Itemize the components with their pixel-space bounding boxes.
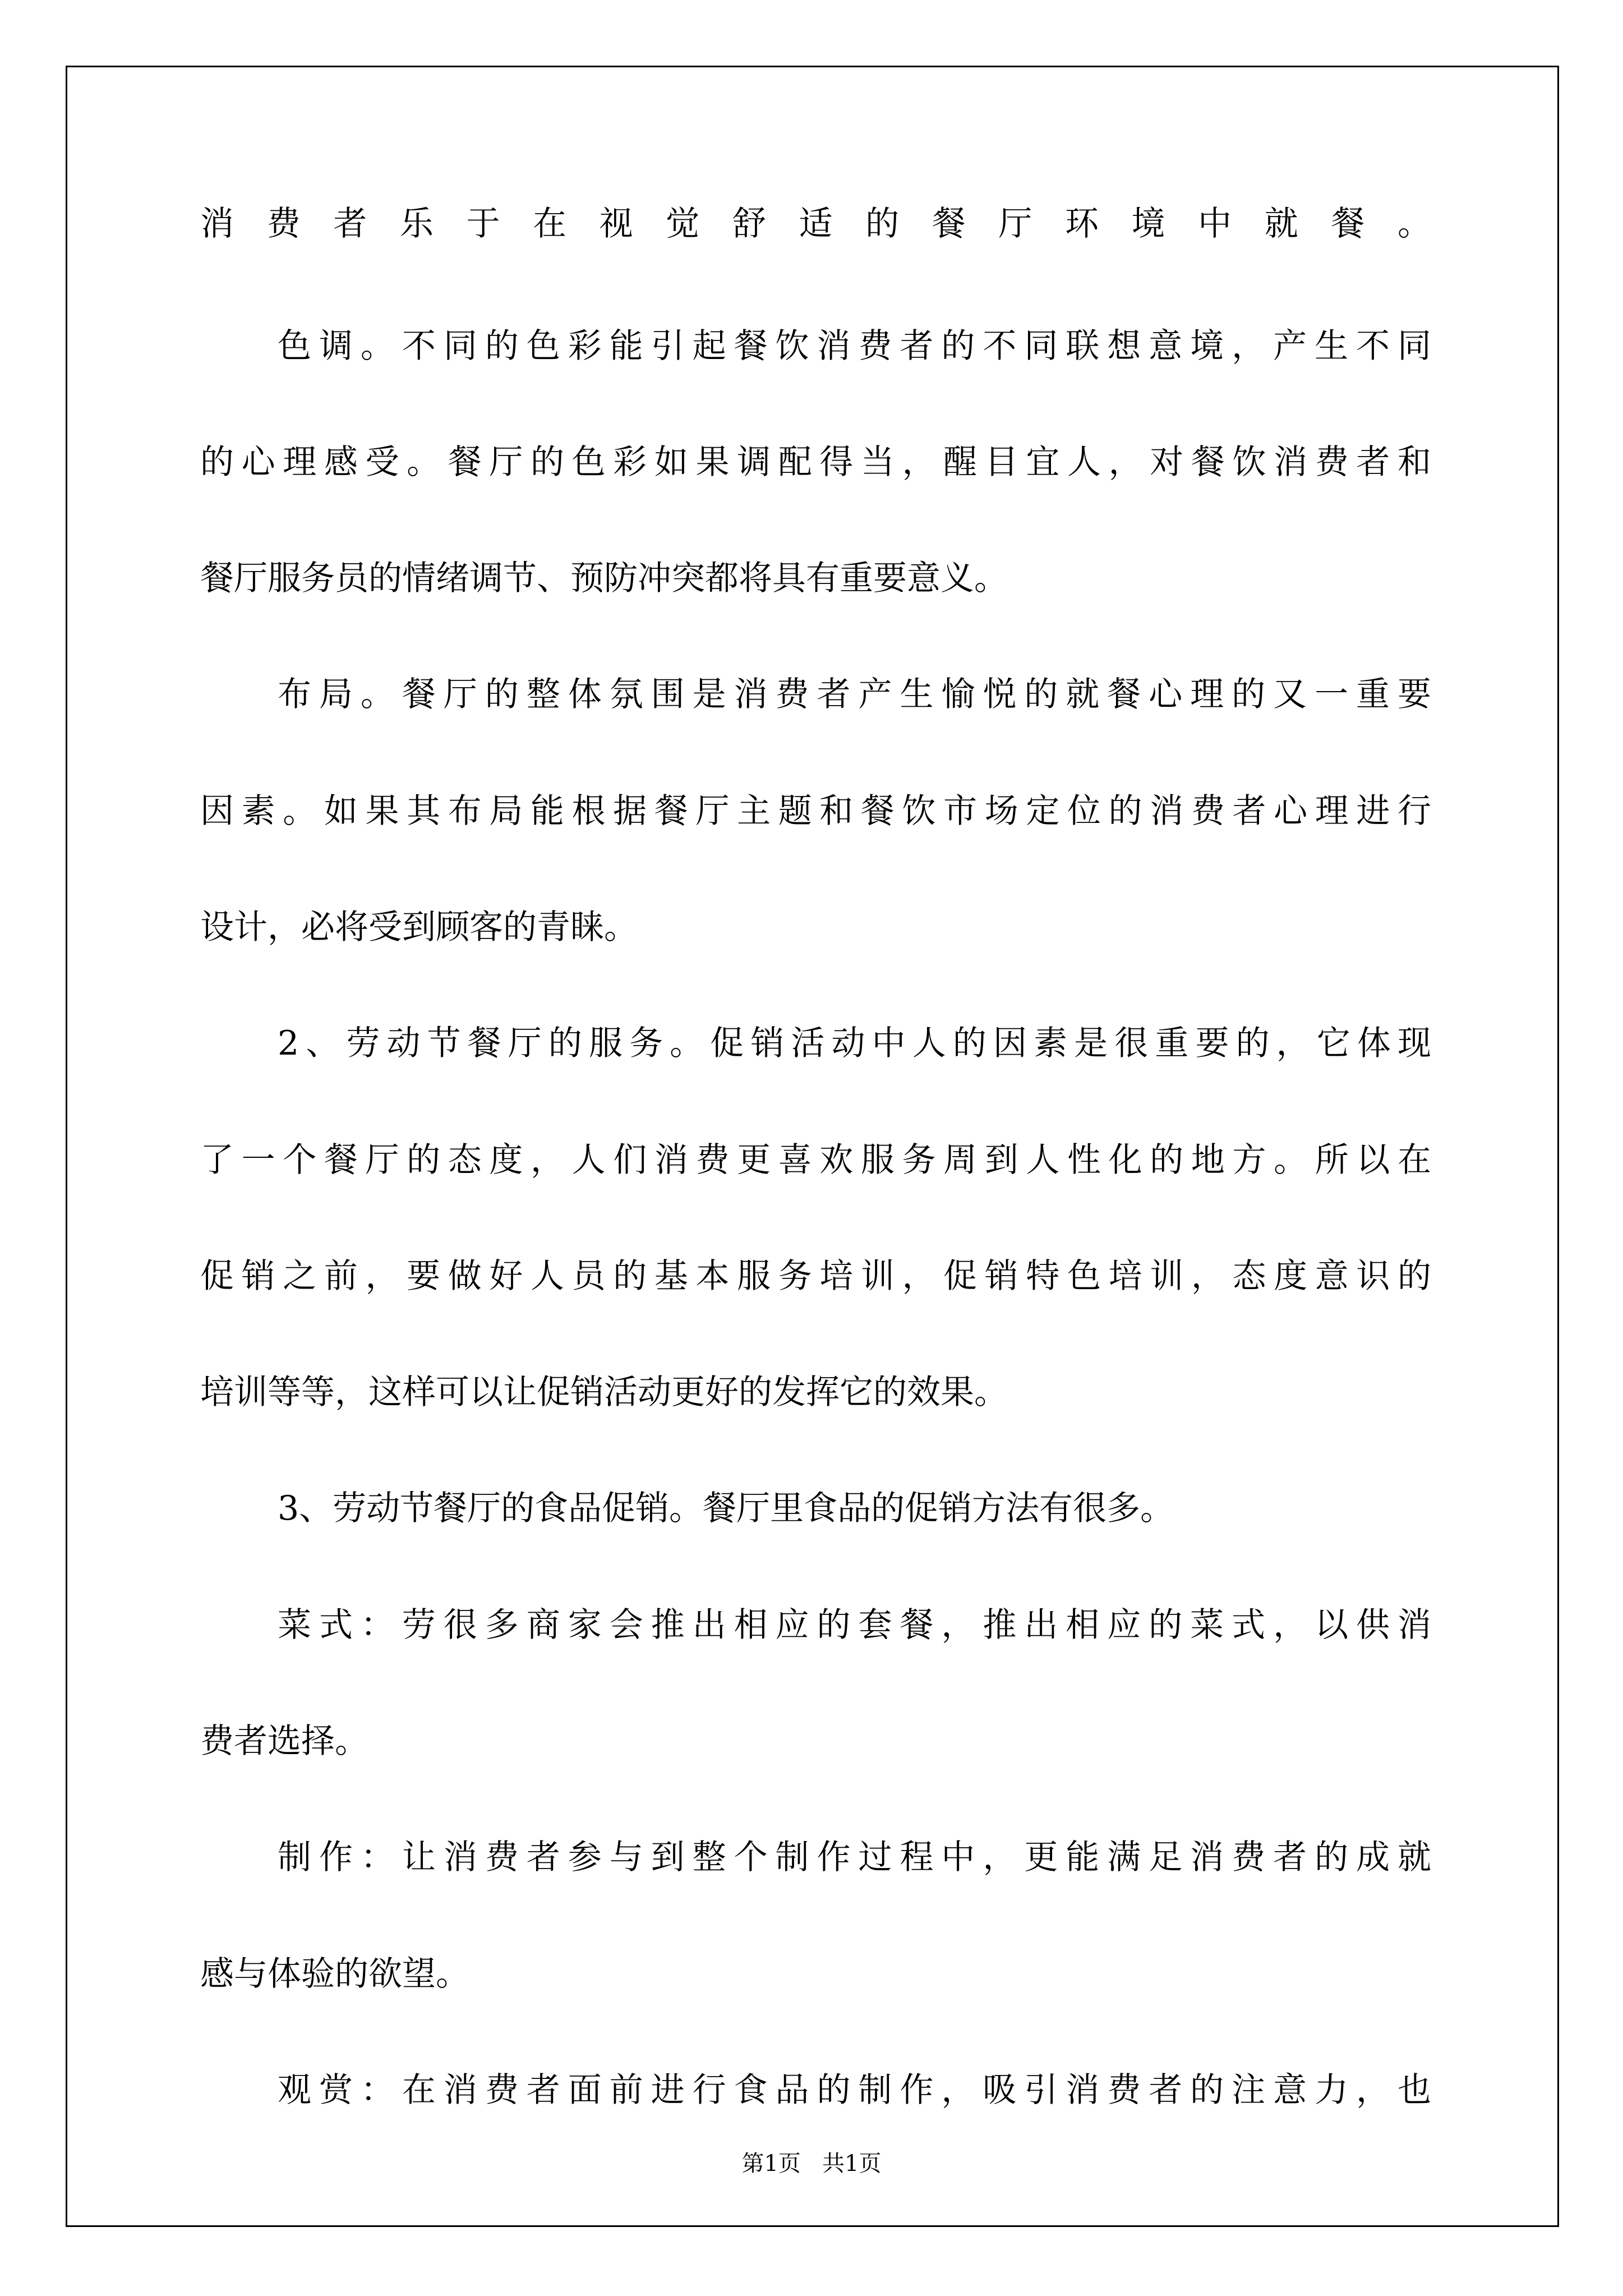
paragraph-line: 2、劳动节餐厅的服务。促销活动中人的因素是很重要的，它体现: [278, 1024, 1431, 1063]
paragraph-line: 色调。不同的色彩能引起餐饮消费者的不同联想意境，产生不同: [278, 326, 1431, 366]
paragraph-line: 3、劳动节餐厅的食品促销。餐厅里食品的促销方法有很多。: [278, 1489, 1174, 1528]
paragraph-line: 观赏：在消费者面前进行食品的制作，吸引消费者的注意力，也: [278, 2070, 1431, 2110]
page-number-footer: 第1页 共1页: [741, 2151, 882, 2177]
paragraph-line: 的心理感受。餐厅的色彩如果调配得当，醒目宜人，对餐饮消费者和: [200, 443, 1431, 482]
paragraph-line: 布局。餐厅的整体氛围是消费者产生愉悦的就餐心理的又一重要: [278, 675, 1431, 714]
paragraph-line: 培训等等，这样可以让促销活动更好的发挥它的效果。: [200, 1373, 1008, 1412]
paragraph-line: 感与体验的欲望。: [200, 1954, 469, 1994]
paragraph-line: 因素。如果其布局能根据餐厅主题和餐饮市场定位的消费者心理进行: [200, 792, 1431, 831]
paragraph-line: 菜式：劳很多商家会推出相应的套餐，推出相应的菜式，以供消: [278, 1605, 1431, 1645]
paragraph-line: 消费者乐于在视觉舒适的餐厅环境中就餐。: [200, 204, 1431, 243]
paragraph-line: 促销之前，要做好人员的基本服务培训，促销特色培训，态度意识的: [200, 1257, 1431, 1296]
paragraph-line: 费者选择。: [200, 1722, 368, 1761]
paragraph-line: 餐厅服务员的情绪调节、预防冲突都将具有重要意义。: [200, 559, 1008, 598]
paragraph-line: 了一个餐厅的态度，人们消费更喜欢服务周到人性化的地方。所以在: [200, 1140, 1431, 1180]
paragraph-line: 制作：让消费者参与到整个制作过程中，更能满足消费者的成就: [278, 1838, 1431, 1877]
paragraph-line: 设计，必将受到顾客的青睐。: [200, 908, 638, 947]
